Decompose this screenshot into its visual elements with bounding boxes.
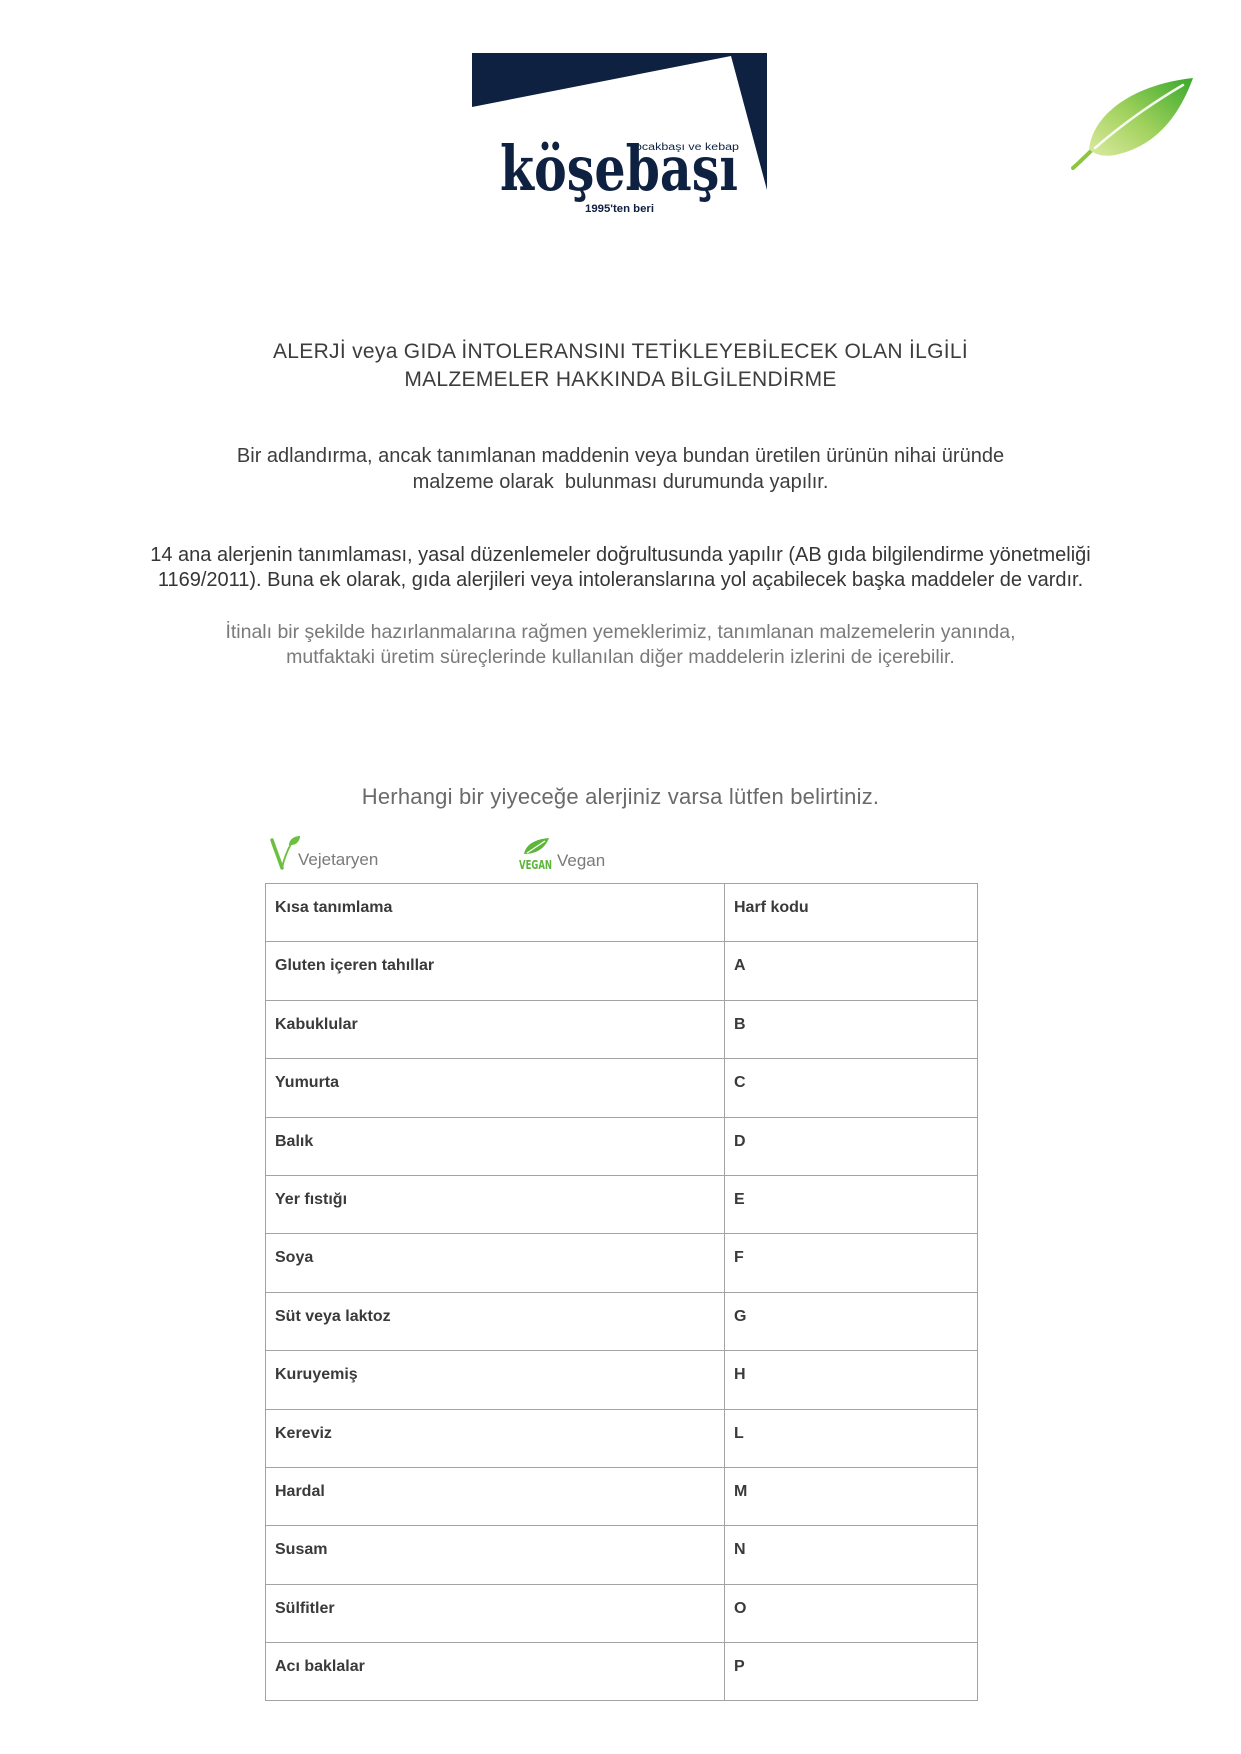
title-line-1: ALERJİ veya GIDA İNTOLERANSINI TETİKLEYEBİLECEK OLAN İLGİLİ (272, 340, 968, 363)
allergen-name: Kereviz (266, 1409, 725, 1467)
trace-notice-paragraph (0, 620, 1241, 670)
allergen-code: B (725, 1000, 978, 1058)
intro-line-1: Bir adlandırma, ancak tanımlanan maddenin veya bundan üretilen ürünün nihai üründe (236, 445, 1005, 467)
allergen-code: A (725, 942, 978, 1000)
allergen-name: Sülfitler (266, 1584, 725, 1642)
table-row (266, 1234, 978, 1292)
allergen-name: Susam (266, 1526, 725, 1584)
table-row (266, 1526, 978, 1584)
logo-tagline: ocakbaşı ve kebap (635, 142, 740, 153)
allergen-name: Süt veya laktoz (266, 1292, 725, 1350)
regulation-line-2: 1169/2011). Buna ek olarak, gıda alerjileri veya intoleranslarına yol açabilecek başka maddeler de vardır. (157, 569, 1084, 591)
allergen-code: D (725, 1117, 978, 1175)
allergen-code: O (725, 1584, 978, 1642)
table-row (266, 1351, 978, 1409)
table-row (266, 1059, 978, 1117)
allergen-code: C (725, 1059, 978, 1117)
allergen-table (265, 883, 978, 1701)
vegan-leaf-icon (518, 837, 553, 871)
table-row (266, 1643, 978, 1701)
allergen-code: H (725, 1351, 978, 1409)
header-short-description: Kısa tanımlama (266, 884, 725, 942)
allergen-name: Soya (266, 1234, 725, 1292)
table-row (266, 942, 978, 1000)
vegetarian-v-icon (269, 835, 301, 870)
allergen-name: Gluten içeren tahıllar (266, 942, 725, 1000)
table-row (266, 1409, 978, 1467)
header-letter-code: Harf kodu (725, 884, 978, 942)
table-row (266, 1292, 978, 1350)
allergen-name: Acı baklalar (266, 1643, 725, 1701)
allergen-code: N (725, 1526, 978, 1584)
allergen-code: F (725, 1234, 978, 1292)
allergen-code: P (725, 1643, 978, 1701)
table-row (266, 1584, 978, 1642)
intro-paragraph (0, 443, 1241, 495)
notice-line-1: İtinalı bir şekilde hazırlanmalarına rağmen yemeklerimiz, tanımlanan malzemelerin yanında, (225, 621, 1016, 643)
logo-brand-name: köşebaşı (500, 132, 738, 205)
table-header-row (266, 884, 978, 942)
allergen-name: Yer fıstığı (266, 1175, 725, 1233)
prompt-text: Herhangi bir yiyeceğe alerjiniz varsa lütfen belirtiniz. (361, 784, 880, 809)
allergen-name: Hardal (266, 1467, 725, 1525)
intro-line-2: malzeme olarak bulunması durumunda yapılır. (412, 471, 829, 493)
allergen-code: L (725, 1409, 978, 1467)
vegetarian-label: Vejetaryen (298, 850, 379, 869)
allergen-code: G (725, 1292, 978, 1350)
vegan-badge-text: VEGAN (519, 858, 552, 871)
allergen-name: Yumurta (266, 1059, 725, 1117)
allergy-prompt (0, 783, 1241, 811)
regulation-line-1: 14 ana alerjenin tanımlaması, yasal düzenlemeler doğrultusunda yapılır (AB gıda bilgilendirme yönetmeliği (150, 544, 1091, 566)
page-title (0, 338, 1241, 394)
notice-line-2: mutfaktaki üretim süreçlerinde kullanılan diğer maddelerin izlerini de içerebilir. (286, 646, 955, 668)
logo-since: 1995'ten beri (585, 203, 654, 215)
table-row (266, 1117, 978, 1175)
allergen-name: Balık (266, 1117, 725, 1175)
allergen-code: E (725, 1175, 978, 1233)
table-row (266, 1467, 978, 1525)
allergen-name: Kabuklular (266, 1000, 725, 1058)
allergen-name: Kuruyemiş (266, 1351, 725, 1409)
table-row (266, 1000, 978, 1058)
allergen-code: M (725, 1467, 978, 1525)
title-line-2: MALZEMELER HAKKINDA BİLGİLENDİRME (404, 368, 837, 391)
vegan-label: Vegan (557, 851, 606, 870)
brand-logo (472, 53, 767, 218)
regulation-paragraph (0, 543, 1241, 593)
table-row (266, 1175, 978, 1233)
leaf-icon (1071, 75, 1195, 170)
